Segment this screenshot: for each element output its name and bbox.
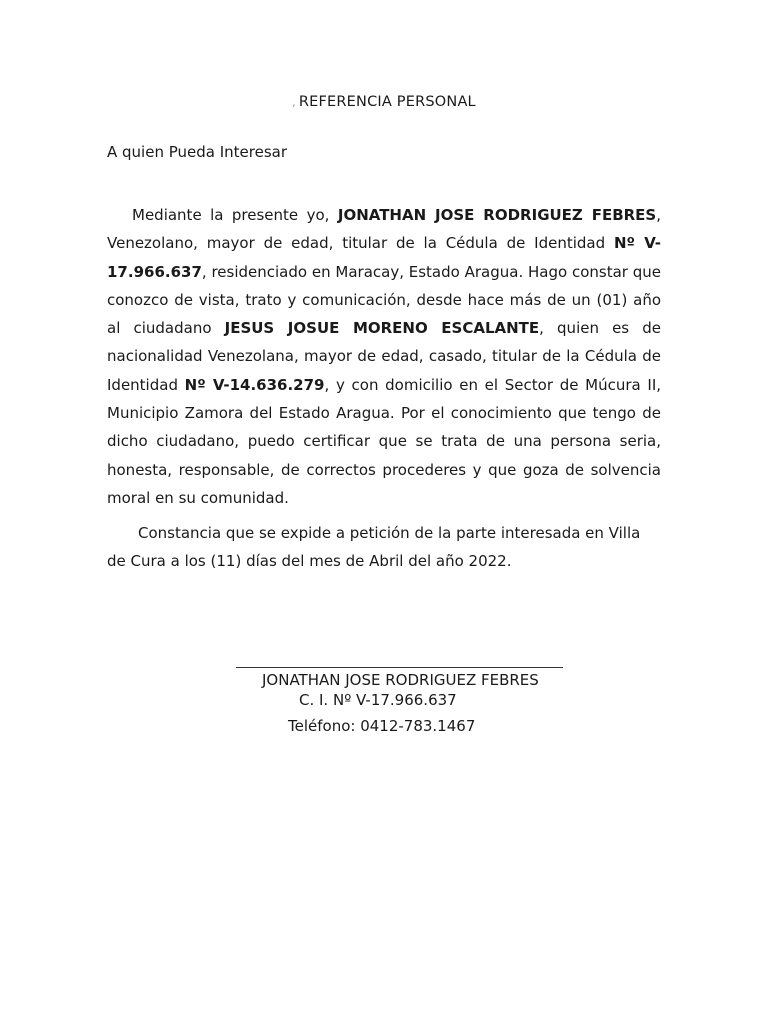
title-text: REFERENCIA PERSONAL <box>298 94 476 110</box>
p1-text-3: , residenciado en Maracay, Estado Aragua. Hago constar que conozco de vista, trato y comunicación, desde hace más de un (01) año al ciudadano <box>107 262 661 338</box>
p1-text-2: , Venezolano, mayor de edad, titular de la Cédula de Identidad <box>107 206 662 253</box>
p1-text-5: , y con domicilio en el Sector de Múcura II, Municipio Zamora del Estado Aragua. Por el conocimiento que tengo de dicho ciudadano, puedo certificar que se trata de una persona seria, honesta, responsable, de correctos procederes y que goza de solvencia moral en su comunidad. <box>107 375 662 507</box>
subject-name: JESUS JOSUE MORENO ESCALANTE <box>224 319 540 338</box>
body-paragraph-1 <box>107 201 661 512</box>
signature-phone: Teléfono: 0412-783.1467 <box>288 717 476 735</box>
referee-id: Nº V-17.966.637 <box>107 234 661 281</box>
p1-text-1: Mediante la presente yo, <box>132 206 338 224</box>
document-title <box>0 94 768 110</box>
title-mark: , <box>292 96 296 109</box>
signature-id: C. I. Nº V-17.966.637 <box>299 691 457 709</box>
greeting: A quien Pueda Interesar <box>107 143 288 161</box>
body-paragraph-2: Constancia que se expide a petición de la parte interesada en Villa de Cura a los (11) días del mes de Abril del año 2022. <box>107 524 641 571</box>
referee-name: JONATHAN JOSE RODRIGUEZ FEBRES <box>337 206 657 224</box>
subject-id: Nº V-14.636.279 <box>184 375 325 394</box>
signature-name: JONATHAN JOSE RODRIGUEZ FEBRES <box>262 671 539 689</box>
signature-line <box>236 667 563 668</box>
p1-text-4: , quien es de nacionalidad Venezolana, mayor de edad, casado, titular de la Cédula de Identidad <box>107 319 661 394</box>
